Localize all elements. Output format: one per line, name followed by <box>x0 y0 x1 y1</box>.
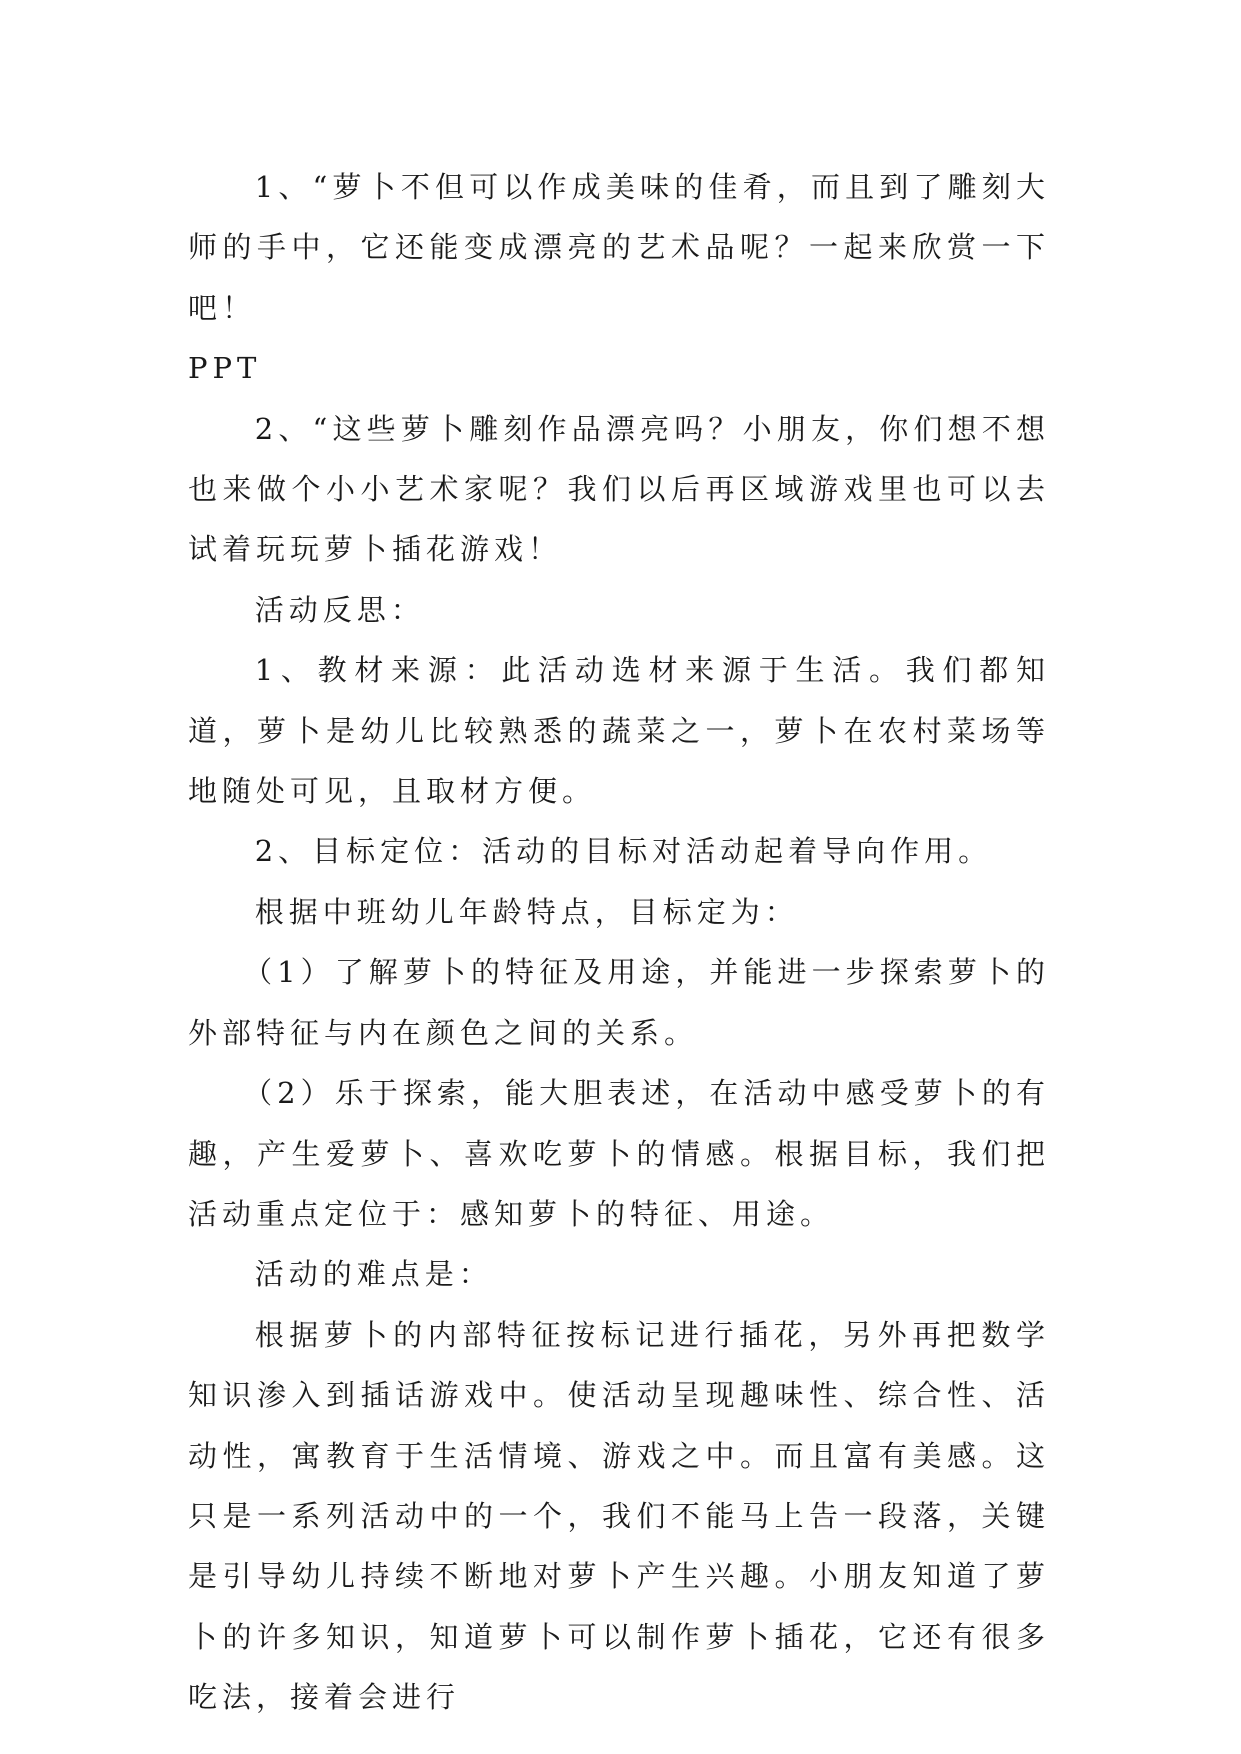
paragraph-goal-1: （1）了解萝卜的特征及用途，并能进一步探索萝卜的外部特征与内在颜色之间的关系。 <box>188 955 1050 1050</box>
document-body <box>188 157 1050 1728</box>
paragraph-difficulty-detail: 根据萝卜的内部特征按标记进行插花，另外再把数学知识渗入到插话游戏中。使活动呈现趣味性、综合性、活动性，寓教育于生活情境、游戏之中。而且富有美感。这只是一系列活动中的一个，我们不能马上告一段落，关键是引导幼儿持续不断地对萝卜产生兴趣。小朋友知道了萝卜的许多知识，知道萝卜可以制作萝卜插花，它还有很多吃法，接着会进行 <box>188 1317 1050 1715</box>
paragraph-material-source: 1、教材来源：此活动选材来源于生活。我们都知道，萝卜是幼儿比较熟悉的蔬菜之一，萝卜在农村菜场等地随处可见，且取材方便。 <box>188 653 1050 809</box>
paragraph-ppt: PPT <box>188 351 262 386</box>
heading-activity-difficulty: 活动的难点是： <box>254 1257 493 1292</box>
paragraph-goal-basis: 根据中班幼儿年龄特点，目标定为： <box>254 894 799 929</box>
paragraph-goal-2: （2）乐于探索，能大胆表述，在活动中感受萝卜的有趣，产生爱萝卜、喜欢吃萝卜的情感。根据目标，我们把活动重点定位于：感知萝卜的特征、用途。 <box>188 1076 1050 1231</box>
paragraph-carving-intro: 1、“萝卜不但可以作成美味的佳肴，而且到了雕刻大师的手中，它还能变成漂亮的艺术品呢？一起来欣赏一下吧！ <box>188 170 1050 325</box>
paragraph-goal-positioning: 2、目标定位：活动的目标对活动起着导向作用。 <box>254 834 993 869</box>
heading-activity-reflection: 活动反思： <box>254 592 425 627</box>
paragraph-carving-question: 2、“这些萝卜雕刻作品漂亮吗？小朋友，你们想不想也来做个小小艺术家呢？我们以后再区域游戏里也可以去试着玩玩萝卜插花游戏！ <box>188 411 1050 567</box>
